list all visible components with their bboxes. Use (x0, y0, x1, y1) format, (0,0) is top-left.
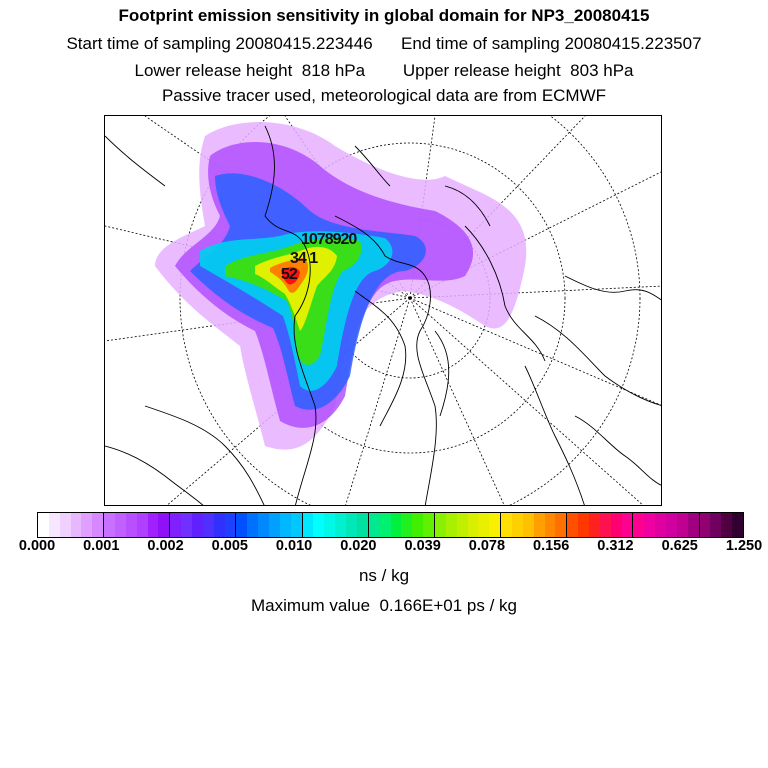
units-label: ns / kg (358, 566, 410, 585)
colorbar-swatch (137, 513, 148, 537)
colorbar-swatch (512, 513, 523, 537)
colorbar-swatch (357, 513, 369, 537)
colorbar-swatch (644, 513, 655, 537)
colorbar-swatch (688, 513, 700, 537)
colorbar (37, 512, 744, 538)
colorbar-swatch (589, 513, 600, 537)
colorbar-swatch (49, 513, 60, 537)
colorbar-tick-label: 0.039 (404, 538, 441, 554)
colorbar-swatch (655, 513, 666, 537)
colorbar-swatch (401, 513, 412, 537)
colorbar-swatch (423, 513, 435, 537)
colorbar-swatch (60, 513, 71, 537)
colorbar-swatch (710, 513, 721, 537)
colorbar-swatch (435, 513, 446, 537)
colorbar-swatch (578, 513, 589, 537)
colorbar-swatch (126, 513, 137, 537)
colorbar-swatch (633, 513, 644, 537)
colorbar-swatch (258, 513, 269, 537)
colorbar-swatch (567, 513, 578, 537)
colorbar-swatch (115, 513, 126, 537)
colorbar-swatch (666, 513, 677, 537)
colorbar-swatch (214, 513, 225, 537)
colorbar-swatch (335, 513, 346, 537)
colorbar-swatch (677, 513, 688, 537)
colorbar-swatch (38, 513, 49, 537)
colorbar-swatch (269, 513, 280, 537)
colorbar-swatch (622, 513, 634, 537)
plume-layers (155, 122, 526, 450)
colorbar-tick-label: 0.625 (661, 538, 698, 554)
release-marker-label: 34 1 (290, 250, 318, 267)
colorbar-tick-label: 0.010 (275, 538, 313, 554)
colorbar-swatch (247, 513, 258, 537)
colorbar-swatch (391, 513, 402, 537)
sensitivity-map (104, 115, 662, 506)
colorbar-swatch (192, 513, 203, 537)
colorbar-swatch (369, 513, 380, 537)
colorbar-tick-label: 0.000 (18, 538, 56, 554)
colorbar-swatch (236, 513, 247, 537)
colorbar-swatch (81, 513, 92, 537)
colorbar-swatch (700, 513, 711, 537)
colorbar-tick-label: 1.250 (725, 538, 763, 554)
colorbar-tick-label: 0.005 (211, 538, 248, 554)
colorbar-swatch (303, 513, 314, 537)
colorbar-ticks (0, 538, 768, 558)
colorbar-swatch (148, 513, 159, 537)
colorbar-tick-label: 0.156 (533, 538, 570, 554)
figure-title: Footprint emission sensitivity in global domain for NP3_20080415 (118, 6, 650, 25)
release-marker-label: 52 (281, 266, 297, 283)
colorbar-swatch (555, 513, 567, 537)
release-marker-label: 1078920 (301, 231, 357, 248)
release-height: Lower release height 818 hPa Upper release height 803 hPa (134, 61, 634, 80)
sampling-time: Start time of sampling 20080415.223446 End time of sampling 20080415.223507 (66, 34, 702, 53)
colorbar-swatch (158, 513, 170, 537)
colorbar-swatch (457, 513, 468, 537)
colorbar-tick-label: 0.312 (597, 538, 634, 554)
colorbar-swatch (534, 513, 545, 537)
colorbar-swatch (412, 513, 423, 537)
colorbar-swatch (489, 513, 501, 537)
colorbar-swatch (501, 513, 512, 537)
colorbar-tick-label: 0.020 (340, 538, 377, 554)
colorbar-tick-label: 0.001 (83, 538, 120, 554)
tracer-info: Passive tracer used, meteorological data are from ECMWF (161, 86, 607, 105)
colorbar-swatch (611, 513, 622, 537)
map-canvas (105, 116, 662, 506)
colorbar-swatch (225, 513, 237, 537)
colorbar-swatch (104, 513, 115, 537)
colorbar-swatch (92, 513, 104, 537)
colorbar-swatch (71, 513, 82, 537)
colorbar-swatch (468, 513, 479, 537)
colorbar-tick-label: 0.078 (468, 538, 506, 554)
colorbar-swatch (181, 513, 192, 537)
colorbar-swatch (313, 513, 324, 537)
colorbar-swatch (203, 513, 214, 537)
colorbar-swatch (380, 513, 391, 537)
max-value-label: Maximum value 0.166E+01 ps / kg (251, 596, 517, 615)
colorbar-swatch (600, 513, 611, 537)
colorbar-swatch (324, 513, 335, 537)
colorbar-swatch (170, 513, 181, 537)
colorbar-tick-label: 0.002 (147, 538, 184, 554)
colorbar-swatch (346, 513, 357, 537)
colorbar-swatch (732, 513, 743, 537)
colorbar-swatch (545, 513, 556, 537)
colorbar-swatch (478, 513, 489, 537)
colorbar-swatch (291, 513, 303, 537)
colorbar-swatch (446, 513, 457, 537)
colorbar-swatch (721, 513, 732, 537)
colorbar-swatch (523, 513, 534, 537)
colorbar-swatch (280, 513, 291, 537)
